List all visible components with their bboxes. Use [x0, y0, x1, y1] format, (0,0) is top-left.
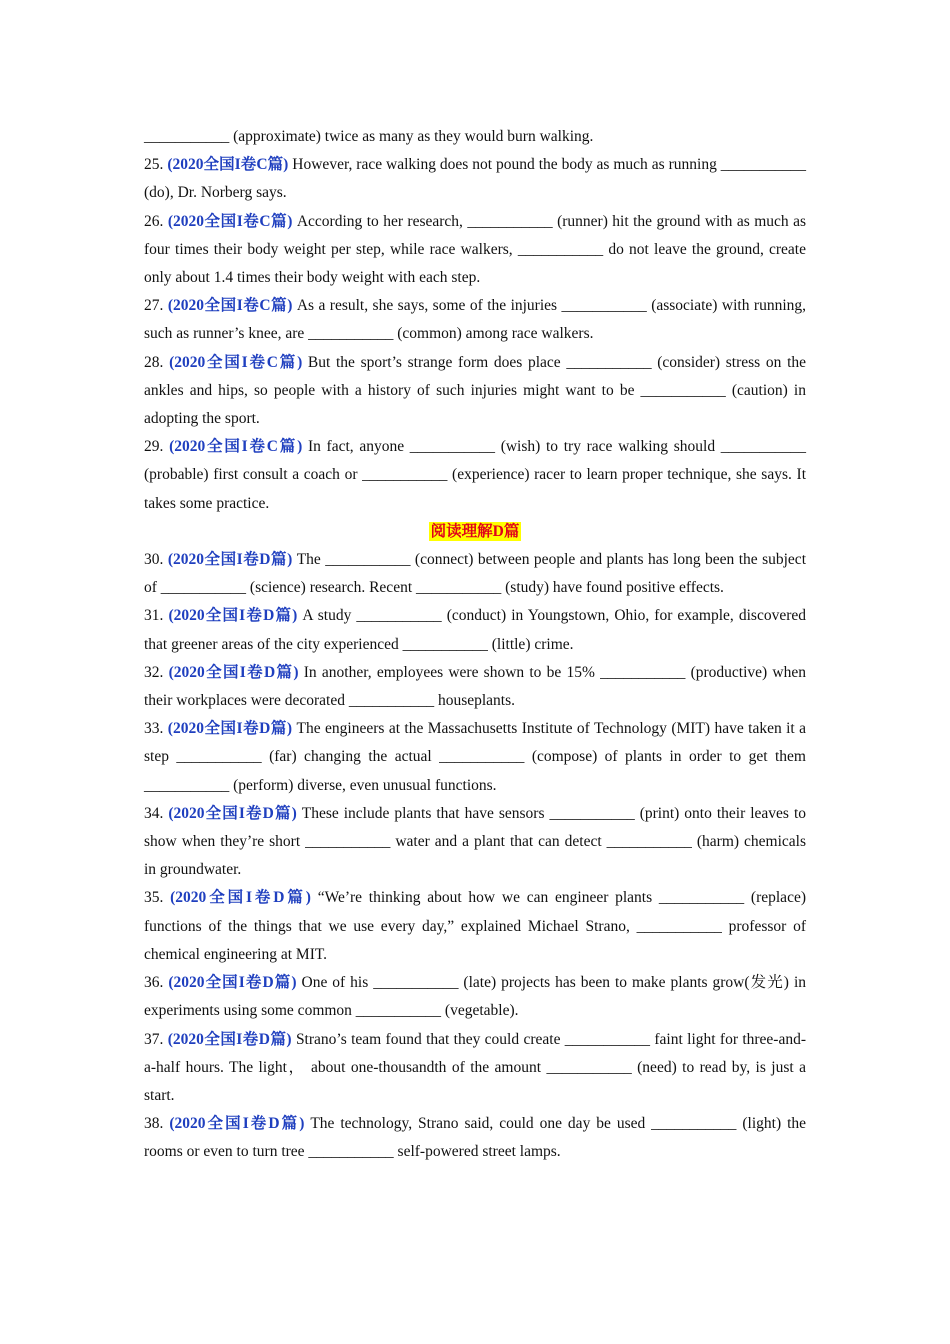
question-source: (2020全国I卷C篇) — [169, 353, 303, 371]
question-source: (2020全国I卷C篇) — [167, 212, 293, 230]
question-number: 29. — [144, 438, 164, 456]
question-text: These include plants that have sensors ___________ (print) onto their leaves to show when they’re short ___________ water and a plant that can detect ___________ (harm) chemicals in groundwater. — [144, 804, 807, 879]
question-source: (2020全国I卷C篇) — [167, 156, 289, 174]
question-source: (2020全国I卷D篇) — [170, 889, 311, 907]
question-text: However, race walking does not pound the body as much as running ___________ (do), Dr. Norberg says. — [144, 156, 807, 202]
question-number: 32. — [144, 663, 164, 681]
question-number: 36. — [144, 974, 164, 992]
question-item — [144, 659, 806, 715]
question-text: A study ___________ (conduct) in Youngstown, Ohio, for example, discovered that greener areas of the city experienced ___________ (little) crime. — [144, 607, 806, 653]
question-text: One of his ___________ (late) projects has been to make plants grow(发光) in experiments using some common ___________ (vegetable). — [144, 974, 806, 1020]
question-number: 27. — [144, 297, 164, 315]
question-item — [144, 208, 806, 293]
question-source: (2020全国I卷D篇) — [169, 1115, 305, 1133]
question-item — [144, 715, 806, 800]
question-text: “We’re thinking about how we can engineer plants ___________ (replace) functions of the things that we use every day,” explained Michael Strano, ___________ professor of chemical engineering at MIT. — [144, 889, 806, 963]
question-item — [144, 1026, 806, 1111]
question-source: (2020全国I卷D篇) — [167, 720, 293, 738]
question-item — [144, 546, 806, 602]
question-source: (2020全国I卷D篇) — [167, 1030, 292, 1048]
question-item — [144, 800, 806, 885]
section-c-items — [144, 151, 806, 518]
question-item — [144, 292, 806, 348]
question-item — [144, 969, 806, 1025]
question-source: (2020全国I卷D篇) — [168, 607, 298, 625]
question-item — [144, 1110, 806, 1166]
question-item — [144, 349, 806, 434]
question-item — [144, 433, 806, 518]
question-source: (2020全国I卷D篇) — [168, 663, 299, 681]
question-number: 31. — [144, 607, 164, 625]
document-page — [144, 123, 806, 1167]
question-source: (2020全国I卷D篇) — [168, 804, 297, 822]
question-number: 33. — [144, 720, 164, 738]
question-source: (2020全国I卷C篇) — [169, 438, 303, 456]
question-text: The engineers at the Massachusetts Institute of Technology (MIT) have taken it a step ___________ (far) changing the actual ___________ (compose) of plants in order to get them ___________ (perform) diverse, even unusual functions. — [144, 720, 807, 794]
question-number: 37. — [144, 1030, 164, 1048]
question-text: The ___________ (connect) between people and plants has long been the subject of ___________ (science) research. Recent ___________ (study) have found positive effects. — [144, 551, 806, 597]
question-item — [144, 884, 806, 969]
question-number: 38. — [144, 1115, 164, 1133]
question-number: 34. — [144, 804, 164, 822]
question-text: According to her research, ___________ (runner) hit the ground with as much as four times their body weight per step, while race walkers, ___________ do not leave the ground, create only about 1.4 times their body weight with each step. — [144, 212, 806, 287]
section-heading: 阅读理解D篇 — [430, 522, 520, 540]
question-text: In fact, anyone ___________ (wish) to try race walking should ___________ (probable) first consult a coach or ___________ (experience) racer to learn proper technique, she says. It takes some practice. — [144, 438, 806, 512]
question-number: 35. — [144, 889, 164, 907]
question-number: 30. — [144, 551, 164, 569]
question-text: The technology, Strano said, could one day be used ___________ (light) the rooms or even to turn tree ___________ self-powered street lamps. — [144, 1115, 806, 1161]
question-source: (2020全国I卷D篇) — [167, 551, 293, 569]
question-number: 26. — [144, 212, 164, 230]
question-item — [144, 151, 806, 207]
question-text: But the sport’s strange form does place ___________ (consider) stress on the ankles and hips, so people with a history of such injuries might want to be ___________ (caution) in adopting the sport. — [144, 353, 806, 428]
question-item — [144, 602, 806, 658]
question-source: (2020全国I卷C篇) — [167, 297, 293, 315]
question-source: (2020全国I卷D篇) — [168, 974, 297, 992]
question-text: As a result, she says, some of the injuries ___________ (associate) with running, such as runner’s knee, are ___________ (common) among race walkers. — [144, 297, 807, 343]
continuation-line: ___________ (approximate) twice as many as they would burn walking. — [144, 128, 594, 145]
section-d-items — [144, 546, 806, 1166]
question-number: 25. — [144, 156, 164, 174]
question-number: 28. — [144, 353, 164, 371]
section-heading-wrap — [144, 518, 806, 546]
question-text: In another, employees were shown to be 15% ___________ (productive) when their workplaces were decorated ___________ houseplants. — [144, 663, 806, 710]
question-text: Strano’s team found that they could create ___________ faint light for three-and-a-half hours. The light， about one-thousandth of the amount ___________ (need) to read by, is just a start. — [144, 1030, 807, 1104]
